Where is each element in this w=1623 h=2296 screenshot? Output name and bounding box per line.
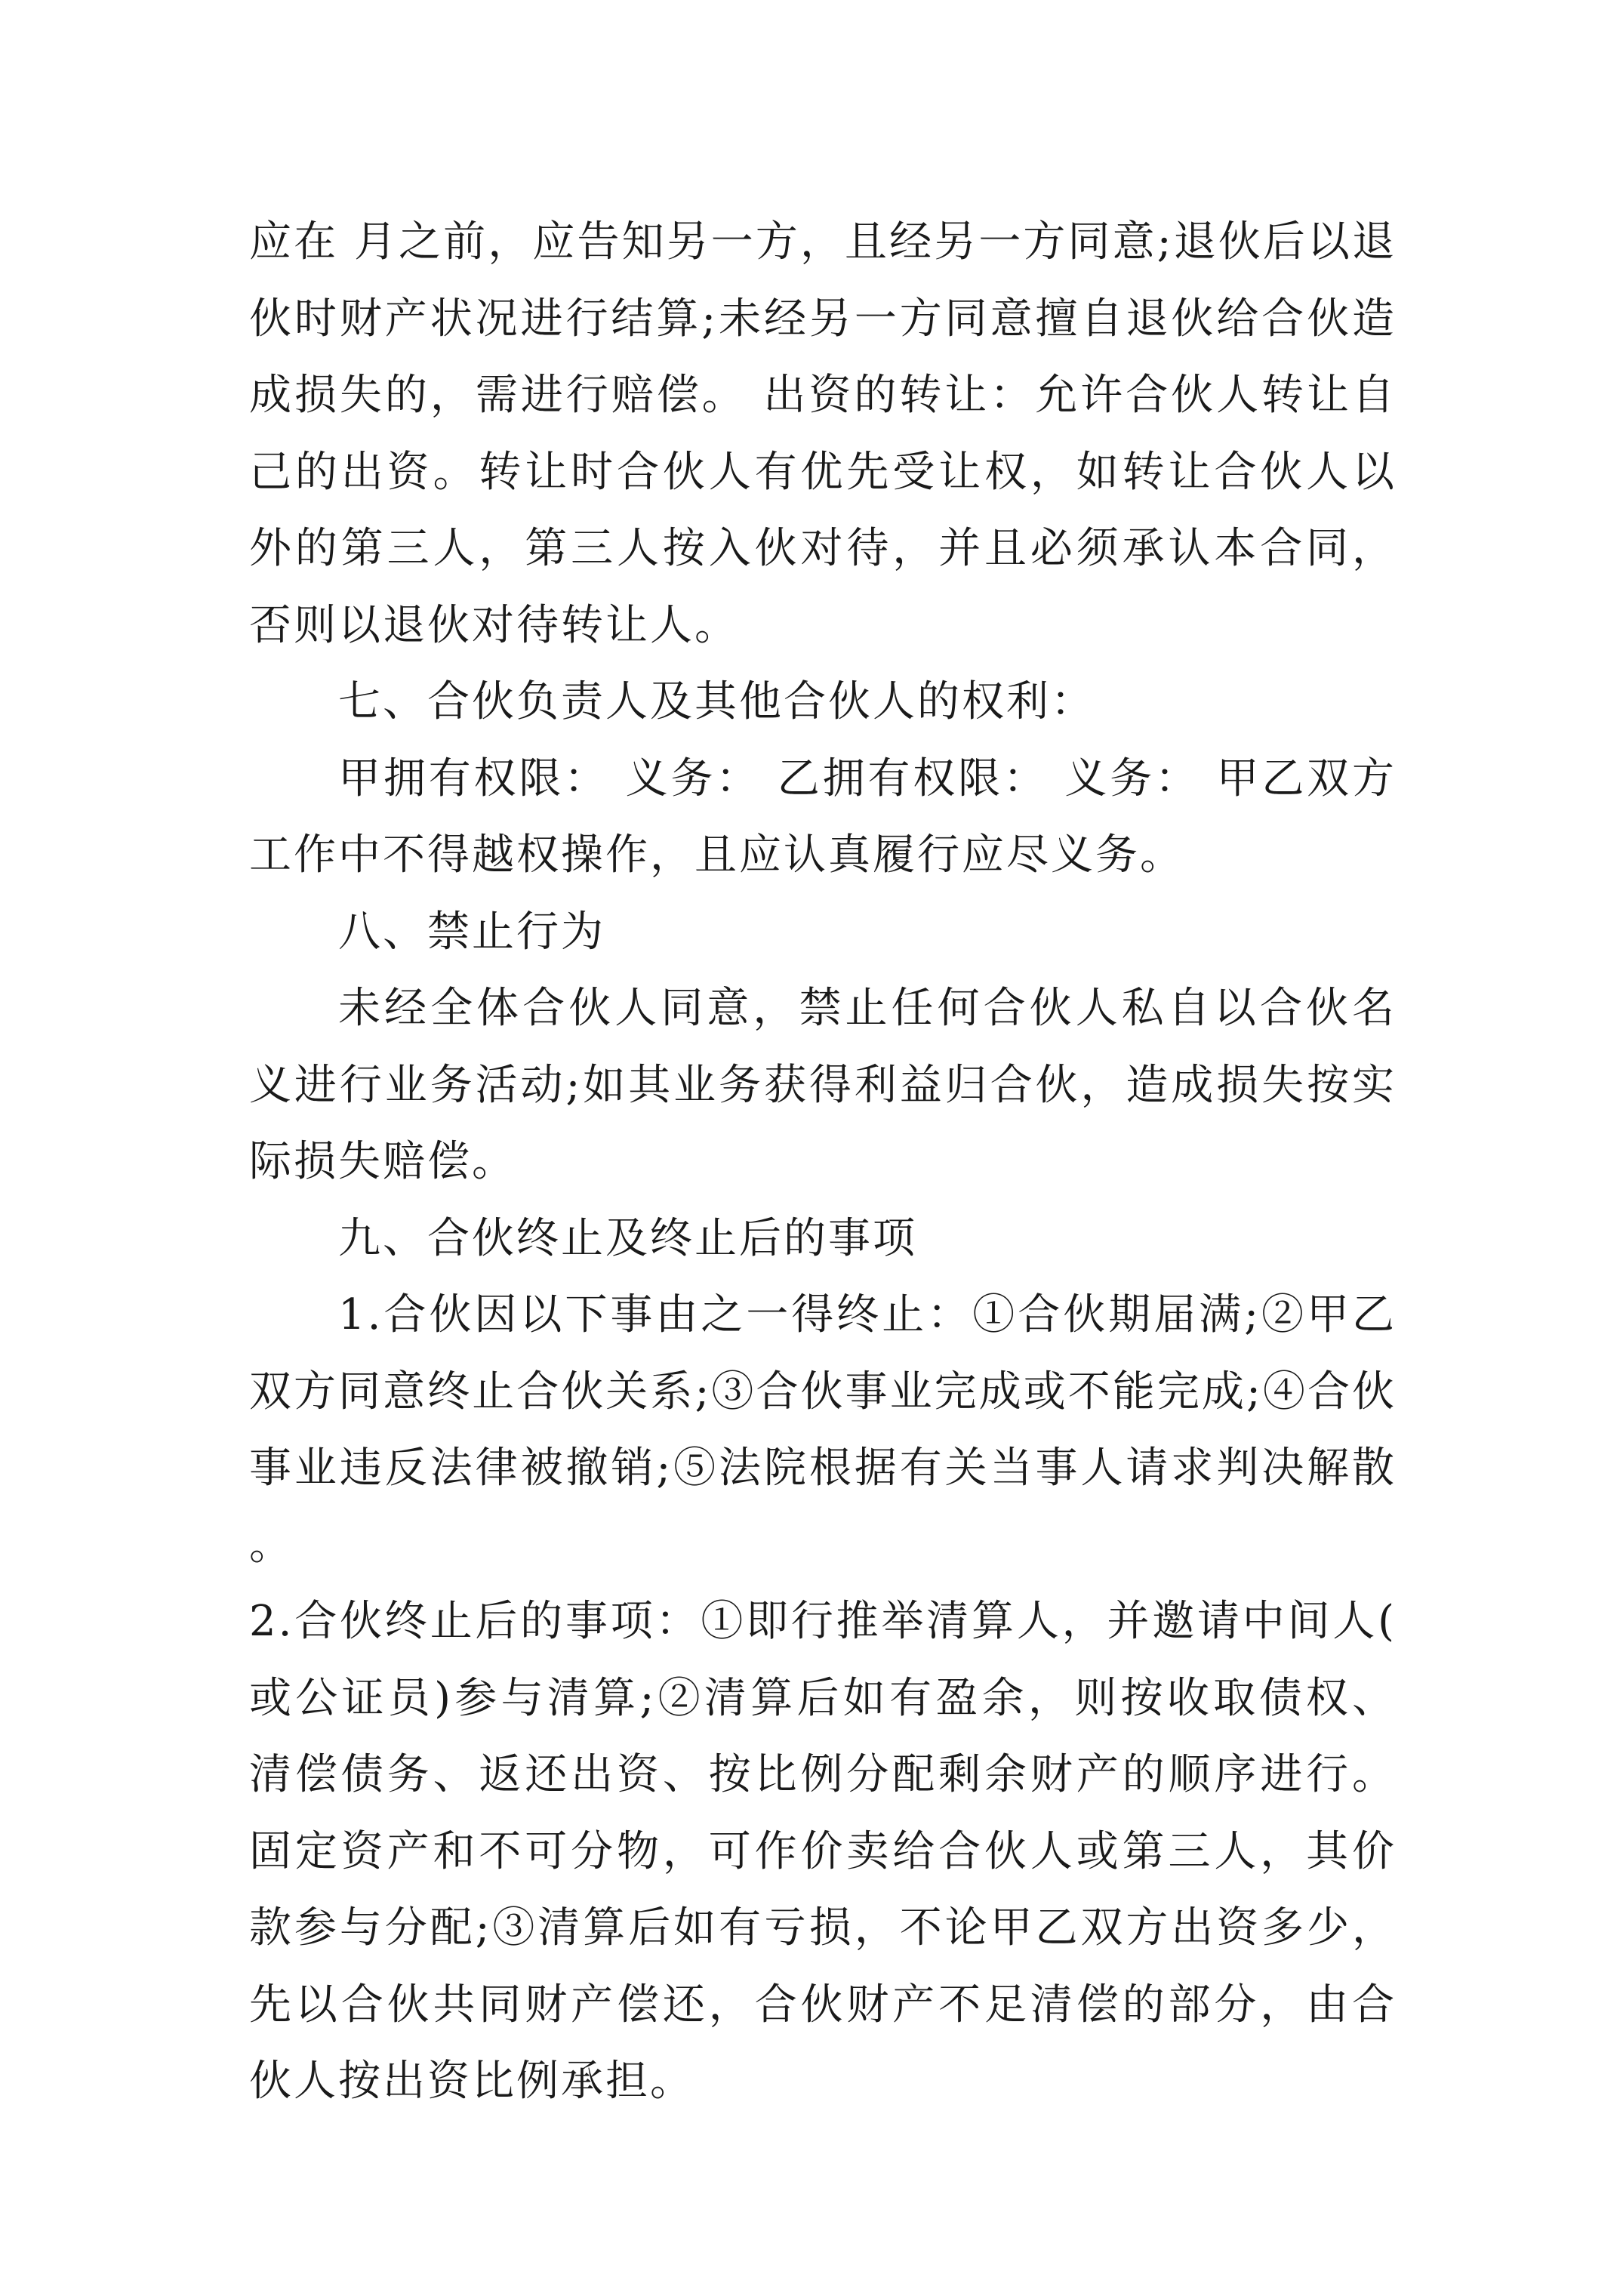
paragraph-termination-causes: 1.合伙因以下事由之一得终止：①合伙期届满;②甲乙双方同意终止合伙关系;③合伙事业完成或不能完成;④合伙事业违反法律被撤销;⑤法院根据有关当事人请求判决解散。 bbox=[249, 1290, 1397, 1570]
paragraph-prohibited-conduct: 未经全体合伙人同意，禁止任何合伙人私自以合伙名义进行业务活动;如其业务获得利益归合伙，造成损失按实际损失赔偿。 bbox=[249, 984, 1397, 1186]
heading-section-9: 九、合伙终止及终止后的事项 bbox=[338, 1213, 917, 1263]
heading-section-7: 七、合伙负责人及其他合伙人的权利： bbox=[338, 677, 1095, 726]
paragraph-rights-and-duties: 甲拥有权限： 义务： 乙拥有权限： 义务： 甲乙双方工作中不得越权操作，且应认真履行应尽义务。 bbox=[249, 754, 1397, 880]
document-body bbox=[249, 204, 1397, 2120]
paragraph-post-termination-matters: 2.合伙终止后的事项：①即行推举清算人，并邀请中间人(或公证员)参与清算;②清算后如有盈余，则按收取债权、清偿债务、返还出资、按比例分配剩余财产的顺序进行。固定资产和不可分物，可作价卖给合伙人或第三人，其价款参与分配;③清算后如有亏损，不论甲乙双方出资多少，先以合伙共同财产偿还，合伙财产不足清偿的部分，由合伙人按出资比例承担。 bbox=[249, 1597, 1397, 2106]
heading-section-8: 八、禁止行为 bbox=[338, 907, 605, 957]
paragraph-withdrawal-and-transfer: 应在 月之前，应告知另一方，且经另一方同意;退伙后以退伙时财产状况进行结算;未经另一方同意擅自退伙给合伙造成损失的，需进行赔偿。 出资的转让：允许合伙人转让自己的出资。转让时合伙人有优先受让权，如转让合伙人以外的第三人，第三人按入伙对待，并且必须承认本合同，否则以退伙对待转让人。 bbox=[249, 217, 1397, 650]
